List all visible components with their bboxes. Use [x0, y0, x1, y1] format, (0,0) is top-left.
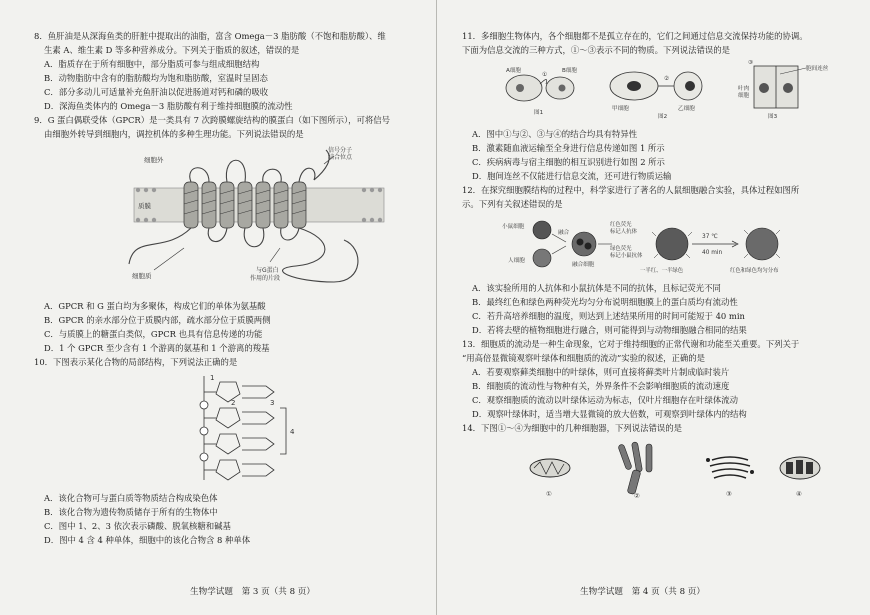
q13-option-d: D．观察叶绿体时，适当增大显微镜的放大倍数，可观察到叶绿体内的结构: [472, 409, 747, 420]
q9-option-c: C．与质膜上的糖蛋白类似，GPCR 也具有信息传递的功能: [44, 329, 263, 340]
organelle-figure: [462, 438, 848, 504]
organelle-label-2: ②: [634, 492, 640, 501]
fig-human-cell: 人细胞: [508, 258, 525, 265]
q10-stem: 10．下图表示某化合物的局部结构，下列说法正确的是: [34, 357, 238, 368]
left-page-footer: 生物学试题 第 3 页（共 8 页）: [190, 587, 315, 597]
gpcr-figure: [34, 144, 426, 296]
fig-time: 40 min: [702, 250, 723, 257]
q12-stem-line1: 12．在探究细胞膜结构的过程中，科学家进行了著名的人鼠细胞融合实验，具体过程如图所: [462, 185, 800, 196]
question-10: [34, 356, 426, 547]
fig3-caption: 图3: [768, 114, 778, 121]
gpcr-diagram: [34, 144, 426, 292]
fig-label-membrane: 质膜: [138, 202, 151, 211]
fig-label-4: 4: [290, 428, 295, 437]
fig-label-outside: 细胞外: [144, 156, 164, 165]
organelle-label-3: ③: [726, 490, 732, 499]
q9-option-b: B．GPCR 的亲水部分位于质膜内部，疏水部分位于质膜两侧: [44, 315, 271, 326]
fig2-cell-a: 甲细胞: [612, 106, 629, 113]
q11-option-c: C．疾病病毒与宿主细胞的相互识别进行如图 2 所示: [472, 157, 665, 168]
question-9: [34, 114, 426, 355]
q10-option-c: C．图中 1、2、3 依次表示磷酸、脱氧核糖和碱基: [44, 521, 231, 532]
question-8: [34, 30, 426, 113]
fig-green-label-2: 标记小鼠抗体: [610, 253, 643, 260]
fig3-plasmodesma: 胞间连丝: [806, 66, 829, 73]
fig-label-3: 3: [270, 399, 275, 408]
signal-communication-figure: [462, 60, 848, 124]
left-page: [34, 30, 426, 548]
q12-option-d: D．若将去壁的植物细胞进行融合，则可能得到与动物细胞融合相同的结果: [472, 325, 747, 336]
cell-fusion-diagram: [462, 214, 848, 274]
fig-label-signal: 信号分子: [328, 147, 353, 155]
fig2-circle2: ②: [664, 76, 670, 83]
q8-option-a: A．脂质存在于所有细胞中，部分脂质可参与组成细胞结构: [44, 59, 260, 70]
fig3-cell-d: 细胞: [738, 93, 750, 100]
fig3-circle3: ③: [748, 60, 754, 67]
fig1-circle1: ①: [542, 72, 548, 79]
q12-option-c: C．若升高培养细胞的温度，则达到上述结果所用的时间可能短于 40 min: [472, 311, 745, 322]
fig-label-g-protein: 与G蛋白: [256, 267, 279, 275]
q11-option-d: D．胞间连丝不仅能进行信息交流，还可进行物质运输: [472, 171, 672, 182]
fig-green-label-1: 绿色荧光: [610, 246, 632, 253]
fig1-label-b: B细胞: [562, 68, 578, 75]
fig-mouse-cell: 小鼠细胞: [502, 224, 525, 231]
organelles-diagram: [462, 438, 848, 500]
fig-red-label-1: 红色荧光: [610, 222, 632, 229]
q10-option-a: A．该化合物可与蛋白质等物质结合构成染色体: [44, 493, 218, 504]
fig-label-2: 2: [231, 399, 236, 408]
q9-option-a: A．GPCR 和 G 蛋白均为多聚体，构成它们的单体为氨基酸: [44, 301, 266, 312]
fig-label-cytoplasm: 细胞质: [132, 272, 152, 281]
q13-option-c: C．观察细胞质的流动以叶绿体运动为标志，仅叶片细胞存在叶绿体流动: [472, 395, 739, 406]
q9-option-d: D．1 个 GPCR 至少含有 1 个游离的氨基和 1 个游离的羧基: [44, 343, 270, 354]
fig2-cell-b: 乙细胞: [678, 106, 695, 113]
question-11: [462, 30, 848, 183]
fig-fusion: 融合: [558, 230, 570, 237]
q13-stem-line2: “用高倍显微镜观察叶绿体和细胞质的流动”实验的叙述，正确的是: [462, 353, 706, 364]
q13-option-a: A．若要观察藓类细胞中的叶绿体，则可直接将藓类叶片制成临时装片: [472, 367, 730, 378]
q13-stem-line1: 13．细胞质的流动是一种生命现象，它对于维持细胞的正常代谢和功能至关重要。下列关于: [462, 339, 800, 350]
fig2-caption: 图2: [658, 114, 668, 121]
cell-communication-diagram: [462, 60, 848, 120]
q8-option-d: D．深海鱼类体内的 Omega－3 脂肪酸有利于维持细胞膜的流动性: [44, 101, 293, 112]
q10-option-d: D．图中 4 含 4 种单体，细胞中的该化合物含 8 种单体: [44, 535, 251, 546]
right-page-footer: 生物学试题 第 4 页（共 8 页）: [580, 587, 705, 597]
q11-option-b: B．激素随血液运输至全身进行信息传递如图 1 所示: [472, 143, 665, 154]
fig-uniform: 红色和绿色均匀分布: [730, 268, 779, 275]
fig-label-binding-site: 结合位点: [328, 154, 353, 162]
question-12: [462, 184, 848, 337]
page-fold: [436, 0, 437, 615]
fig3-cell-c: 叶肉: [738, 86, 750, 93]
question-13: [462, 338, 848, 421]
q11-stem-line2: 下面为信息交流的三种方式，①～③表示不同的物质。下列说法错误的是: [462, 45, 730, 56]
q11-stem-line1: 11．多细胞生物体内，各个细胞都不是孤立存在的，它们之间通过信息交流保持功能的协调。: [462, 31, 808, 41]
q9-stem-line1: 9．G 蛋白偶联受体（GPCR）是一类具有 7 次跨膜螺旋结构的膜蛋白（如下图所示），可将信号: [34, 115, 391, 126]
q12-option-b: B．最终红色和绿色两种荧光均匀分布说明细胞膜上的蛋白质均有流动性: [472, 297, 738, 308]
question-14: [462, 422, 848, 504]
cell-fusion-figure: [462, 214, 848, 278]
q8-option-b: B．动物脂肪中含有的脂肪酸均为饱和脂肪酸，室温时呈固态: [44, 73, 268, 84]
q8-option-c: C．部分多动儿可适量补充鱼肝油以促进肠道对钙和磷的吸收: [44, 87, 269, 98]
organelle-label-4: ④: [796, 490, 802, 499]
q12-stem-line2: 示。下列有关叙述错误的是: [462, 199, 563, 210]
fig-label-fragment: 作用的片段: [250, 275, 281, 283]
nucleic-acid-figure: [34, 372, 426, 488]
q9-stem-line2: 由细胞外转导到细胞内，调控机体的多种生理功能。下列说法错误的是: [44, 129, 304, 140]
fig-red-label-2: 标记人抗体: [610, 229, 637, 236]
q13-option-b: B．细胞质的流动性与物种有关，外界条件不会影响细胞质的流动速度: [472, 381, 730, 392]
fig-fused-cell: 融合细胞: [572, 262, 595, 269]
fig1-caption: 图1: [534, 110, 544, 117]
nucleotide-chain-diagram: [34, 372, 426, 484]
q14-stem: 14．下图①～④为细胞中的几种细胞器，下列说法错误的是: [462, 423, 683, 434]
q8-stem-line2: 生素 A、维生素 D 等多种营养成分。下列关于脂质的叙述，错误的是: [44, 45, 300, 56]
fig-label-1: 1: [210, 374, 215, 383]
fig-half-half: 一半红、一半绿色: [640, 268, 684, 275]
fig-temperature: 37 ℃: [702, 234, 718, 241]
fig1-label-a: A细胞: [506, 68, 522, 75]
right-page: [462, 30, 848, 508]
q12-option-a: A．该实验所用的人抗体和小鼠抗体是不同的抗体，且标记荧光不同: [472, 283, 721, 294]
q10-option-b: B．该化合物为遗传物质储存于所有的生物体中: [44, 507, 218, 518]
q11-option-a: A．图中①与②、③与④的结合均具有特异性: [472, 129, 638, 140]
q8-stem-line1: 8．鱼肝油是从深海鱼类的肝脏中提取出的油脂，富含 Omega－3 脂肪酸（不饱和脂肪酸）、维: [34, 31, 386, 41]
organelle-label-1: ①: [546, 490, 552, 499]
